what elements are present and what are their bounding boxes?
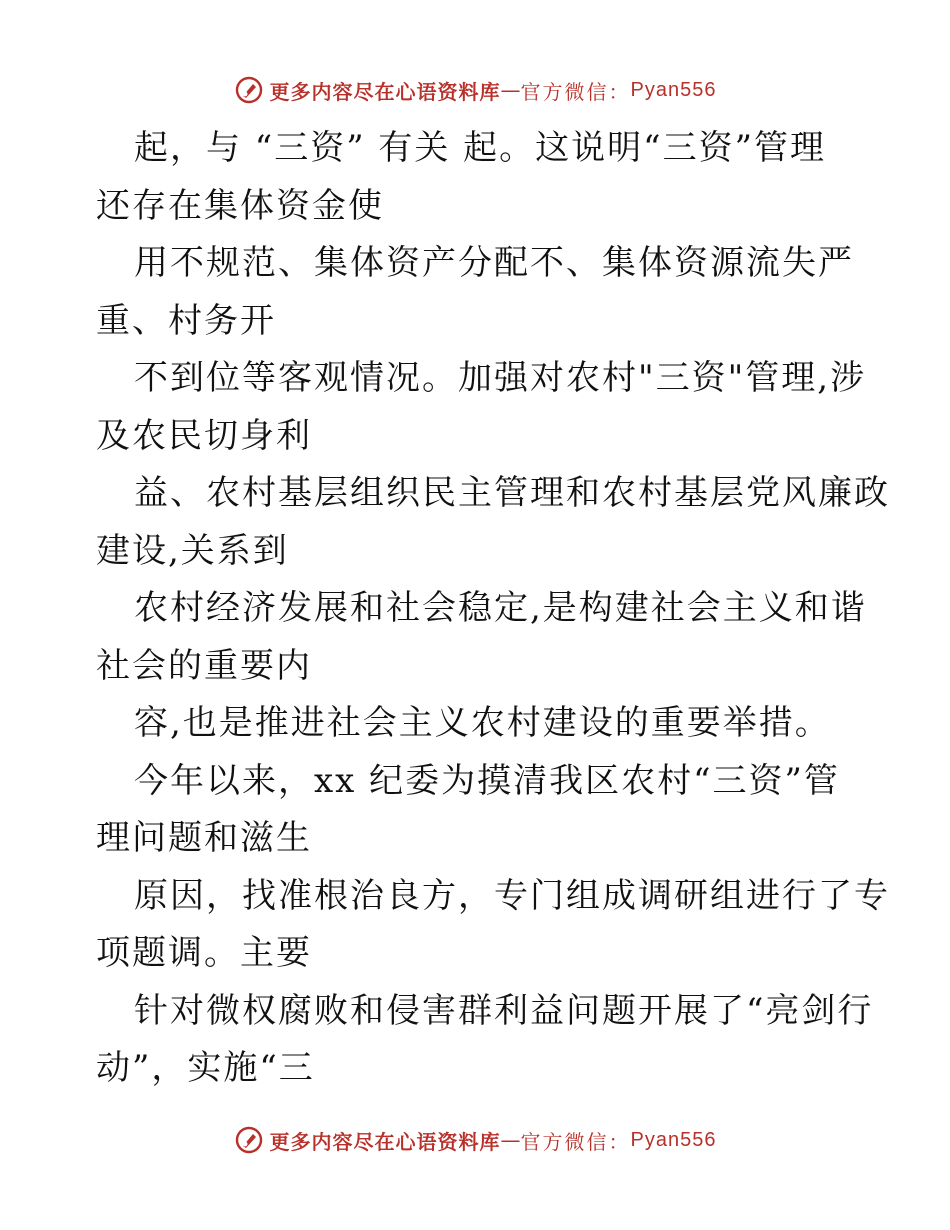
watermark-wechat-label: 官方微信： xyxy=(520,1129,631,1154)
watermark-site-text: 更多内容尽在心语资料库 xyxy=(269,1129,501,1154)
text-line: 今年以来，xx 纪委为摸清我区农村“三资”管 xyxy=(134,760,840,801)
text-line: 及农民切身利 xyxy=(96,415,312,456)
text-line: 还存在集体资金使 xyxy=(96,185,384,226)
watermark-dash: — xyxy=(500,78,521,102)
text-line: 不到位等客观情况。加强对农村"三资"管理,涉 xyxy=(134,358,867,398)
pen-nib-logo-icon xyxy=(234,1125,264,1155)
text-line: 农村经济发展和社会稳定,是构建社会主义和谐 xyxy=(134,588,867,628)
text-line: 起，与 “三资” 有关 起。这说明“三资”管理 xyxy=(134,128,826,168)
text-line: 重、村务开 xyxy=(96,300,276,341)
text-line: 社会的重要内 xyxy=(96,645,312,686)
text-line: 针对微权腐败和侵害群利益问题开展了“亮剑行 xyxy=(134,990,874,1031)
text-line: 建设,关系到 xyxy=(96,530,289,571)
document-body xyxy=(96,120,890,1098)
text-line: 理问题和滋生 xyxy=(96,818,312,858)
text-line: 原因，找准根治良方，专门组成调研组进行了专 xyxy=(134,875,890,916)
text-line: 项题调。主要 xyxy=(96,933,312,973)
footer-watermark xyxy=(0,1120,950,1160)
text-line: 用不规范、集体资产分配不、集体资源流失严 xyxy=(134,243,854,283)
watermark-wechat-label: 官方微信： xyxy=(520,79,631,104)
pen-nib-logo-icon xyxy=(234,75,264,105)
text-line: 动”，实施“三 xyxy=(96,1048,315,1088)
watermark-wechat-id: Pyan556 xyxy=(630,78,717,101)
watermark-wechat-id: Pyan556 xyxy=(630,1128,717,1151)
text-line: 容,也是推进社会主义农村建设的重要举措。 xyxy=(134,703,831,743)
watermark-dash: — xyxy=(500,1128,521,1152)
text-line: 益、农村基层组织民主管理和农村基层党风廉政 xyxy=(134,473,890,513)
watermark-site-text: 更多内容尽在心语资料库 xyxy=(269,79,501,104)
header-watermark xyxy=(0,70,950,110)
